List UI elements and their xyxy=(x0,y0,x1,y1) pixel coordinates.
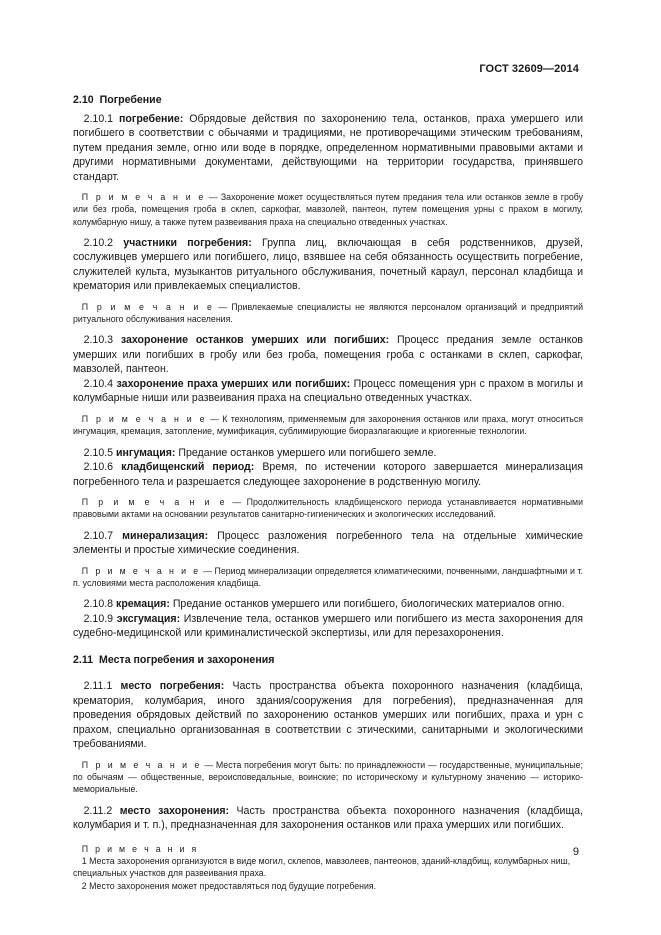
clause-2-11-1 xyxy=(73,679,583,752)
clause-definition: Группа лиц, включающая в себя родственников, друзей, сослуживцев умершего или погибшего, лицо, взявшее на себя обязанность осуществить погребение, служителей культа, музыкантов ритуального обслуживания, почетный караул, персонал кладбища и крематория или привлекаемых специалистов. xyxy=(73,236,583,293)
clause-term: захоронение останков умерших или погибших: xyxy=(120,334,390,347)
clause-term: место погребения: xyxy=(120,680,225,693)
clause-term: эксгумация: xyxy=(116,612,181,625)
note-text: — Продолжительность кладбищенского периода устанавливается нормативными правовыми актами на основании результатов санитарно-гигиенических и экологических исследований. xyxy=(73,497,583,520)
note-2-10-6 xyxy=(73,496,583,521)
clause-term: участники погребения: xyxy=(123,236,252,249)
clause-term: минерализация: xyxy=(122,529,209,542)
section-title: Места погребения и захоронения xyxy=(99,653,275,666)
clause-2-10-3 xyxy=(73,333,583,377)
clause-term: кремация: xyxy=(116,598,170,611)
page-number: 9 xyxy=(572,846,579,858)
note-2-10-4 xyxy=(73,413,583,438)
clause-2-10-9 xyxy=(73,612,583,641)
note-label: П р и м е ч а н и е xyxy=(81,301,215,312)
clause-definition: Обрядовые действия по захоронению тела, останков, праха умершего или погибшего в соответствии с обычаями и традициями, не противоречащими этическим требованиям, путем предания земле, огню или воде в порядке, определенном нормативными правовыми актами и другими нормативными документами, действующими на территории государства, принявшего стандарт. xyxy=(73,112,583,183)
note-2-11-1 xyxy=(73,759,583,796)
clause-term: ингумация: xyxy=(116,446,176,459)
clause-2-11-2 xyxy=(73,804,583,833)
note-text: — Период минерализации определяется климатическими, почвенными, ландшафтными и т. п. условиями места расположения кладбища. xyxy=(73,565,583,588)
document-body xyxy=(73,93,583,892)
note-label: П р и м е ч а н и е xyxy=(81,497,227,508)
note-text: — Захоронение может осуществляться путем предания тела или останков земле в гробу или без гроба, помещения гроба в склеп, саркофаг, мавзолей, пантеон, путем помещения урны с прахом в могилу, колумбарную нишу, а также путем развеивания праха на специально отведенных участках. xyxy=(73,192,584,227)
section-heading-2-11 xyxy=(73,653,583,668)
clause-number: 2.10.4 xyxy=(83,377,114,390)
note-2-10-2 xyxy=(73,301,583,326)
clause-definition: Предание останков умершего или погибшего, биологических материалов огню. xyxy=(169,598,565,611)
clause-definition: Процесс разложения погребенного тела на отдельные химические элементы и простые химические соединения. xyxy=(73,529,583,557)
clause-definition: Время, по истечении которого завершается минерализация погребенного тела и разрешается следующее захоронение в родственную могилу. xyxy=(73,461,583,488)
clause-2-10-5 xyxy=(73,446,583,461)
clause-2-10-1 xyxy=(73,112,583,185)
note-label: П р и м е ч а н и е xyxy=(81,759,202,770)
note-item-2 xyxy=(73,880,583,892)
clause-number: 2.10.8 xyxy=(83,598,114,611)
clause-definition: Процесс предания земле останков умерших или погибших в гробу или без гроба, помещения гроба с останками в склеп, саркофаг, мавзолей, пантеон. xyxy=(73,334,583,376)
clause-2-10-7 xyxy=(73,529,583,558)
clause-term: погребение: xyxy=(119,112,184,125)
clause-definition: Процесс помещения урн с прахом в могилы и колумбарные ниши или развеивания праха на специально отведенных участках. xyxy=(73,377,583,405)
note-2-10-7 xyxy=(73,565,583,590)
note-item-1 xyxy=(73,855,583,880)
clause-number: 2.10.3 xyxy=(83,334,114,347)
clause-2-10-8 xyxy=(73,597,583,612)
clause-number: 2.10.9 xyxy=(83,612,114,625)
note-text: — Места погребения могут быть: по принадлежности — государственные, муниципальные; по обычаям — общественные, вероисповедальные, воинские; по историческому и культурному значению — историко-мемориальные. xyxy=(73,759,583,795)
clause-definition: Часть пространства объекта похоронного назначения (кладбища, колумбария и т. п.), предназначенная для захоронения останков или праха умерших или погибших. xyxy=(73,804,583,832)
clause-2-10-2 xyxy=(73,236,583,294)
clause-term: место захоронения: xyxy=(119,804,230,817)
section-heading-2-10 xyxy=(73,93,583,108)
note-2-10-1 xyxy=(73,191,583,228)
note-label: П р и м е ч а н и е xyxy=(81,565,201,576)
section-title: Погребение xyxy=(99,94,162,106)
clause-term: захоронение праха умерших или погибших: xyxy=(116,377,351,390)
clause-number: 2.10.7 xyxy=(83,529,114,542)
section-number: 2.10 xyxy=(73,94,94,106)
note-label: П р и м е ч а н и е xyxy=(81,192,206,202)
clause-number: 2.10.6 xyxy=(83,461,114,474)
note-text: — К технологиям, применяемым для захоронения останков или праха, могут относиться ингумация, кремация, затопление, мумификация, сублимирующие биоразлагающие и криогенные технологии. xyxy=(73,413,584,437)
note-label: П р и м е ч а н и е xyxy=(81,413,207,424)
clause-2-10-6 xyxy=(73,460,583,489)
note-item-text: 1 Места захоронения организуются в виде могил, склепов, мавзолеев, пантеонов, зданий-кладбищ, колумбарных ниш, специальных участков для развеивания праха. xyxy=(73,855,571,879)
clause-definition: Часть пространства объекта похоронного назначения (кладбища, крематория, колумбария, иного здания/сооружения для погребения), предназначенная для проведения обрядовых действий по захоронению останков умерших или погибших, праха и урн с прахом, специально организованная в соответствии с этическими, санитарными и экологическими требованиями. xyxy=(73,680,583,751)
clause-term: кладбищенский период: xyxy=(121,461,255,474)
section-number: 2.11 xyxy=(73,653,94,666)
notes-label: П р и м е ч а н и я xyxy=(81,843,199,854)
clause-definition: Предание останков умершего или погибшего земле. xyxy=(175,446,437,459)
clause-number: 2.11.2 xyxy=(83,804,113,817)
clause-number: 2.10.2 xyxy=(83,236,114,249)
clause-2-10-4 xyxy=(73,377,583,406)
clause-definition: Извлечение тела, останков умершего или погибшего из места захоронения для судебно-медицинской или криминалистической экспертизы, или для перезахоронения. xyxy=(73,612,583,640)
document-id-header: ГОСТ 32609—2014 xyxy=(479,63,579,75)
notes-label-row xyxy=(73,843,583,855)
note-item-text: 2 Место захоронения может предоставляться под будущие погребения. xyxy=(81,880,377,891)
clause-number: 2.10.1 xyxy=(83,112,114,125)
clause-number: 2.11.1 xyxy=(83,680,113,693)
note-text: — Привлекаемые специалисты не являются персоналом организаций и предприятий ритуального обслуживания населения. xyxy=(73,301,583,325)
clause-number: 2.10.5 xyxy=(83,446,114,459)
notes-2-11-2 xyxy=(73,843,583,892)
